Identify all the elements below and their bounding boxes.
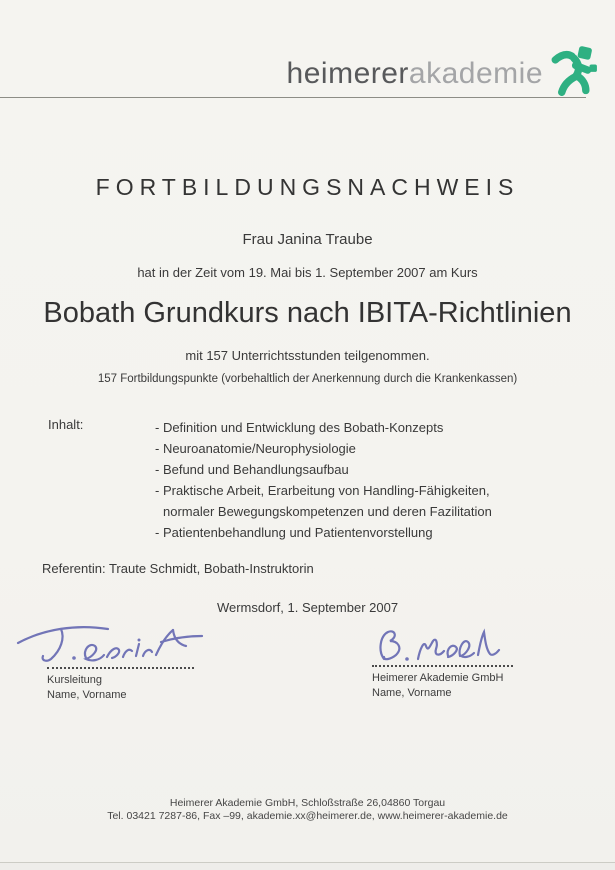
content-item-continuation: normaler Bewegungskompetenzen und deren Fazilitation (163, 504, 492, 519)
logo-word-akademie: akademie (408, 57, 543, 90)
logo-word-heimerer: heimerer (286, 57, 409, 90)
signature-left-handwriting (14, 616, 214, 670)
content-item: - Definition und Entwicklung des Bobath-Konzepts (155, 420, 444, 435)
signature-right-role: Heimerer Akademie GmbH (372, 672, 504, 684)
hours-line: mit 157 Unterrichtsstunden teilgenommen. (185, 348, 430, 363)
signature-right-sub: Name, Vorname (372, 687, 452, 699)
period-line: hat in der Zeit vom 19. Mai bis 1. September 2007 am Kurs (137, 265, 478, 280)
footer-address: Heimerer Akademie GmbH, Schloßstraße 26,04860 Torgau (169, 797, 446, 809)
signature-line-right (372, 665, 513, 667)
logo-underline (0, 97, 586, 98)
content-list (155, 417, 492, 543)
content-item: - Patientenbehandlung und Patientenvorstellung (155, 525, 433, 540)
content-item: - Befund und Behandlungsaufbau (155, 462, 349, 477)
signature-right-handwriting (362, 622, 514, 668)
points-line: 157 Fortbildungspunkte (vorbehaltlich der Anerkennung durch die Krankenkassen) (97, 373, 518, 385)
footer-contact: Tel. 03421 7287-86, Fax –99, akademie.xx@heimerer.de, www.heimerer-akademie.de (107, 810, 508, 822)
signature-line-left (47, 667, 194, 669)
course-title: Bobath Grundkurs nach IBITA-Richtlinien (43, 297, 572, 329)
runner-icon (543, 46, 599, 96)
referee-line: Referentin: Traute Schmidt, Bobath-Instruktorin (42, 561, 314, 576)
signature-left-sub: Name, Vorname (47, 689, 127, 701)
signature-left-labels (47, 673, 126, 703)
recipient-name: Frau Janina Traube (242, 231, 373, 248)
page-title: FORTBILDUNGSNACHWEIS (95, 174, 520, 200)
content-item: - Praktische Arbeit, Erarbeitung von Handling-Fähigkeiten, (155, 483, 490, 498)
signature-left-role: Kursleitung (47, 674, 103, 686)
content-label: Inhalt: (48, 417, 84, 432)
signature-right-labels (372, 671, 503, 701)
content-item: - Neuroanatomie/Neurophysiologie (155, 441, 356, 456)
logo-wordmark (287, 57, 543, 91)
scan-bottom-edge (0, 862, 615, 870)
place-date: Wermsdorf, 1. September 2007 (216, 600, 399, 615)
